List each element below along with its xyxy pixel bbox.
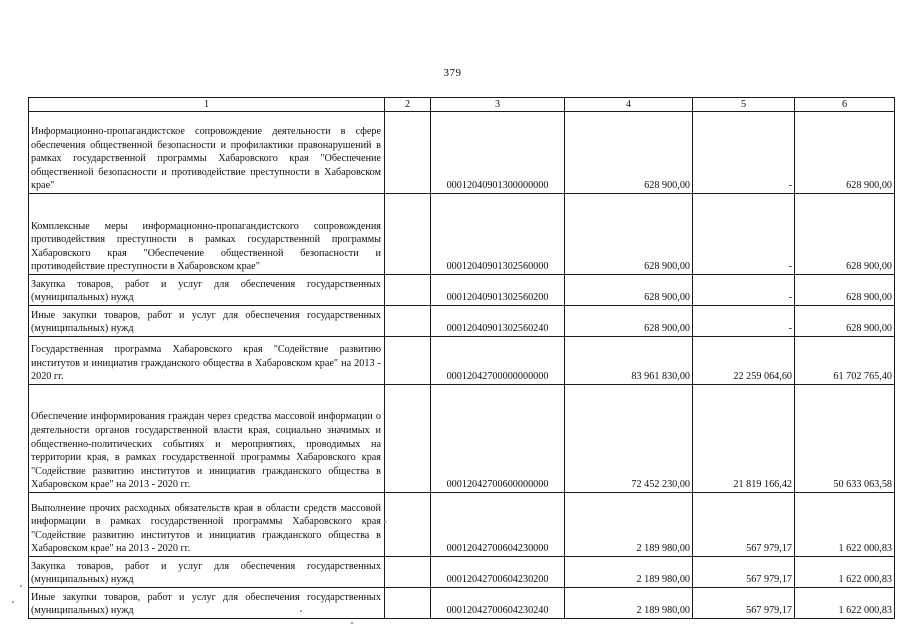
column-2-cell [385, 385, 431, 493]
planned-amount: 628 900,00 [565, 194, 693, 275]
budget-code: 00012042700000000000 [431, 337, 565, 385]
budget-code: 00012042700604230200 [431, 557, 565, 588]
remaining-amount: 1 622 000,83 [795, 493, 895, 557]
remaining-amount: 50 633 063,58 [795, 385, 895, 493]
planned-amount: 83 961 830,00 [565, 337, 693, 385]
executed-amount: 21 819 166,42 [693, 385, 795, 493]
budget-code: 00012040901302560240 [431, 306, 565, 337]
page-number: 379 [443, 67, 462, 79]
column-2-cell [385, 493, 431, 557]
table-row [29, 306, 895, 337]
scan-speck [384, 521, 386, 523]
executed-amount: 22 259 064,60 [693, 337, 795, 385]
budget-code: 00012040901300000000 [431, 112, 565, 194]
expense-name: Государственная программа Хабаровского края "Содействие развитию институтов и инициатив гражданского общества в Хабаровском крае" на 2013 - 2020 гг. [29, 337, 385, 385]
expense-name: Закупка товаров, работ и услуг для обеспечения государственных (муниципальных) нужд [29, 275, 385, 306]
remaining-amount: 628 900,00 [795, 306, 895, 337]
expense-name: Информационно-пропагандистское сопровождение деятельности в сфере обеспечения общественной безопасности и профилактики правонарушений в рамках государственной программы Хабаровского края "Обеспечение общественной безопасности и противодействие преступности в Хабаровском крае" [29, 112, 385, 194]
column-header: 2 [385, 98, 431, 112]
remaining-amount: 628 900,00 [795, 112, 895, 194]
planned-amount: 628 900,00 [565, 112, 693, 194]
table-row [29, 385, 895, 493]
scan-speck [20, 585, 22, 587]
expense-name: Комплексные меры информационно-пропагандистского сопровождения противодействия преступности в рамках государственной программы Хабаровского края "Обеспечение общественной безопасности и противодействие преступности в Хабаровском крае" [29, 194, 385, 275]
table-row [29, 588, 895, 619]
budget-code: 00012042700600000000 [431, 385, 565, 493]
planned-amount: 72 452 230,00 [565, 385, 693, 493]
remaining-amount: 1 622 000,83 [795, 557, 895, 588]
expense-name: Иные закупки товаров, работ и услуг для обеспечения государственных (муниципальных) нужд [29, 588, 385, 619]
planned-amount: 2 189 980,00 [565, 588, 693, 619]
scan-speck [12, 601, 14, 603]
table-row [29, 194, 895, 275]
column-2-cell [385, 194, 431, 275]
budget-code: 00012040901302560000 [431, 194, 565, 275]
executed-amount: - [693, 112, 795, 194]
table-row [29, 112, 895, 194]
remaining-amount: 628 900,00 [795, 275, 895, 306]
remaining-amount: 1 622 000,83 [795, 588, 895, 619]
planned-amount: 628 900,00 [565, 306, 693, 337]
remaining-amount: 628 900,00 [795, 194, 895, 275]
executed-amount: 567 979,17 [693, 557, 795, 588]
column-2-cell [385, 337, 431, 385]
executed-amount: - [693, 306, 795, 337]
budget-table [28, 97, 895, 619]
column-header: 4 [565, 98, 693, 112]
budget-code: 00012042700604230000 [431, 493, 565, 557]
column-2-cell [385, 112, 431, 194]
planned-amount: 628 900,00 [565, 275, 693, 306]
budget-code: 00012040901302560200 [431, 275, 565, 306]
table-row [29, 337, 895, 385]
column-2-cell [385, 557, 431, 588]
expense-name: Закупка товаров, работ и услуг для обеспечения государственных (муниципальных) нужд [29, 557, 385, 588]
column-header: 1 [29, 98, 385, 112]
expense-name: Обеспечение информирования граждан через средства массовой информации о деятельности органов государственной власти края, социально значимых и общественно-политических событиях и мероприятиях, проводимых на территории края, в рамках государственной программы Хабаровского края "Содействие развитию институтов и инициатив гражданского общества в Хабаровском крае" на 2013 - 2020 гг. [29, 385, 385, 493]
column-header-row [29, 98, 895, 112]
column-2-cell [385, 306, 431, 337]
table-row [29, 557, 895, 588]
column-2-cell [385, 588, 431, 619]
column-header: 6 [795, 98, 895, 112]
expense-name: Выполнение прочих расходных обязательств края в области средств массовой информации в рамках государственной программы Хабаровского края "Содействие развитию институтов и инициатив гражданского общества в Хабаровском крае" на 2013 - 2020 гг. [29, 493, 385, 557]
planned-amount: 2 189 980,00 [565, 557, 693, 588]
column-2-cell [385, 275, 431, 306]
table-row [29, 275, 895, 306]
scan-speck [351, 622, 353, 624]
remaining-amount: 61 702 765,40 [795, 337, 895, 385]
column-header: 3 [431, 98, 565, 112]
executed-amount: - [693, 275, 795, 306]
executed-amount: 567 979,17 [693, 493, 795, 557]
expense-name: Иные закупки товаров, работ и услуг для обеспечения государственных (муниципальных) нужд [29, 306, 385, 337]
executed-amount: 567 979,17 [693, 588, 795, 619]
budget-code: 00012042700604230240 [431, 588, 565, 619]
executed-amount: - [693, 194, 795, 275]
column-header: 5 [693, 98, 795, 112]
scan-speck [300, 610, 302, 612]
planned-amount: 2 189 980,00 [565, 493, 693, 557]
table-row [29, 493, 895, 557]
